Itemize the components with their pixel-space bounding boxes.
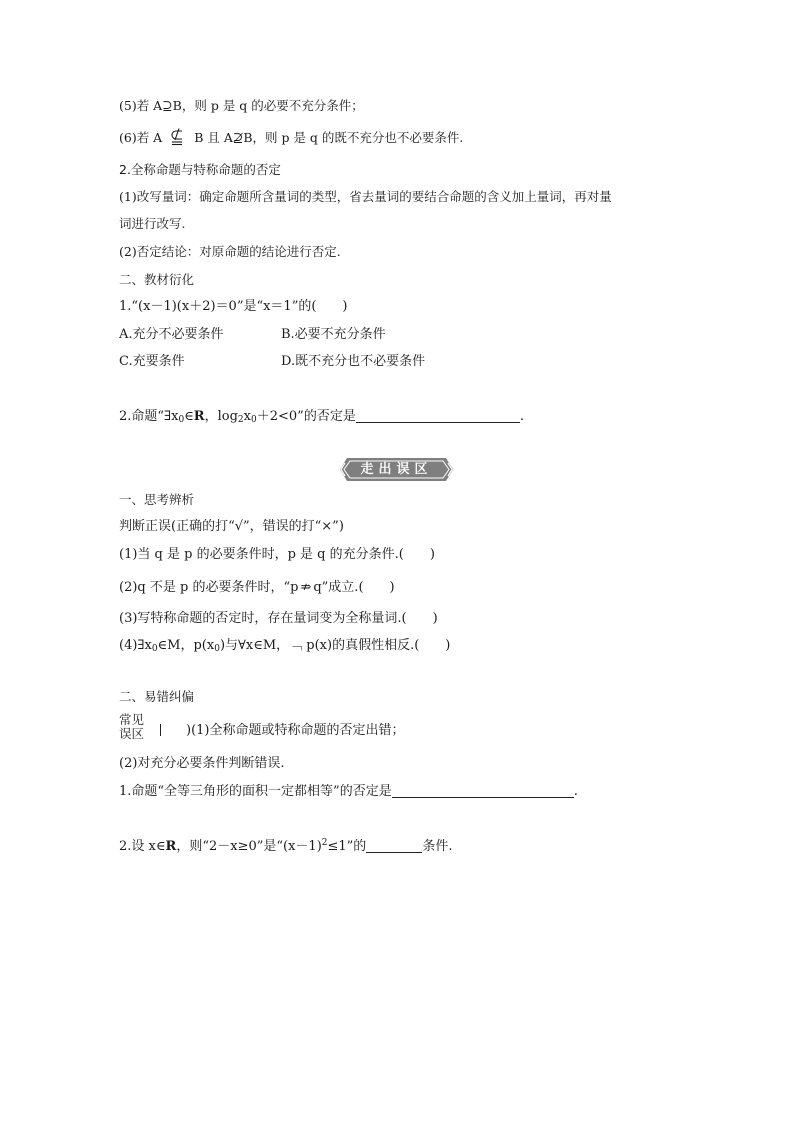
section-2-title: 2.全称命题与特称命题的否定: [119, 162, 281, 177]
sikao-heading: 一、思考辨析: [119, 492, 195, 507]
banner-label: 走出误区: [360, 462, 433, 477]
q2-subscript-2: 0: [251, 415, 257, 425]
q2-text-b: ∈: [184, 409, 194, 424]
section-banner: [339, 457, 454, 482]
q2-text-a: 2.命题“∃x: [119, 409, 179, 424]
yicuo-q2-text-d: 条件.: [422, 839, 453, 854]
q2-text-c: ，log: [204, 409, 238, 424]
statement-2-part-a: (2)q 不是 p 的必要条件时，“p: [119, 580, 299, 595]
section-2-line-1: (1)改写量词：确定命题所含量词的类型，省去量词的要结合命题的含义加上量词，再对量: [119, 189, 612, 204]
sikao-instruction: 判断正误(正确的打“√”，错误的打“×”): [119, 519, 344, 534]
statement-2-part-b: q”成立.( ): [313, 580, 395, 595]
yicuo-q1-text: 1.命题“全等三角形的面积一定都相等”的否定是: [119, 784, 392, 799]
tag-line-1: 常见: [119, 712, 145, 727]
yicuo-heading: 二、易错纠偏: [119, 689, 195, 704]
yicuo-q1-end: .: [573, 784, 578, 799]
q2-real-set: R: [193, 409, 205, 424]
not-subset-symbol-icon: [170, 128, 186, 146]
statement-4-part-b: ∈M，p(x: [157, 638, 215, 653]
statement-2: [119, 579, 395, 597]
not-implies-icon: ⇏: [300, 580, 312, 595]
statement-1: (1)当 q 是 p 的必要条件时，p 是 q 的充分条件.( ): [119, 547, 435, 562]
statement-4-part-c: )与∀x∈M，﹁ p(x)的真假性相反.( ): [219, 638, 451, 653]
yicuo-question-2: [119, 834, 452, 856]
option-a: A.充分不必要条件: [119, 327, 224, 342]
common-mistakes-tag: [119, 713, 144, 741]
mistake-2: (2)对充分必要条件判断错误.: [119, 756, 285, 771]
statement-4-subscript: 0: [151, 644, 158, 654]
mistake-1: )(1)全称命题或特称命题的否定出错；: [186, 723, 405, 738]
yicuo-q2-real-set: R: [165, 839, 177, 854]
q2-text-e: ＋2<0”的否定是: [256, 409, 356, 424]
statement-4-subscript-2: 0: [214, 644, 220, 654]
option-b: B.必要不充分条件: [281, 327, 386, 342]
section-2-line-3: (2)否定结论：对原命题的结论进行否定.: [119, 244, 341, 259]
option-c: C.充要条件: [119, 354, 185, 369]
line-6-part-b: B 且 A⊉B，则 p 是 q 的既不充分也不必要条件.: [194, 130, 464, 145]
q2-log-base: 2: [237, 415, 244, 425]
yicuo-q2-text-b: ，则“2－x≥0”是“(x－1): [176, 839, 322, 854]
yicuo-q2-exponent: 2: [321, 838, 328, 848]
jiaocai-heading: 二、教材衍化: [119, 272, 195, 287]
jiaocai-question-2: [119, 408, 524, 429]
statement-4-part-a: (4)∃x: [119, 638, 152, 653]
tag-line-2: 误区: [119, 726, 145, 741]
answer-blank[interactable]: [366, 838, 422, 853]
tag-divider: [160, 724, 161, 736]
line-6-part-a: (6)若 A: [119, 130, 163, 145]
q2-end: .: [519, 409, 524, 424]
option-d: D.既不充分也不必要条件: [281, 354, 426, 369]
answer-blank[interactable]: [356, 408, 520, 423]
statement-3: (3)写特称命题的否定时，存在量词变为全称量词.( ): [119, 611, 438, 626]
section-2-line-2: 词进行改写.: [119, 216, 186, 231]
yicuo-q2-text-c: ≤1”的: [327, 839, 367, 854]
jiaocai-question-1: 1.“(x－1)(x＋2)＝0”是“x＝1”的( ): [119, 299, 348, 314]
yicuo-q2-text-a: 2.设 x∈: [119, 839, 166, 854]
line-6: [119, 128, 463, 147]
yicuo-question-1: [119, 783, 578, 801]
q2-subscript: 0: [178, 415, 185, 425]
line-5: (5)若 A⊇B，则 p 是 q 的必要不充分条件；: [119, 98, 364, 113]
q2-text-d: x: [243, 409, 251, 424]
answer-blank[interactable]: [392, 783, 574, 798]
statement-4: [119, 637, 450, 658]
